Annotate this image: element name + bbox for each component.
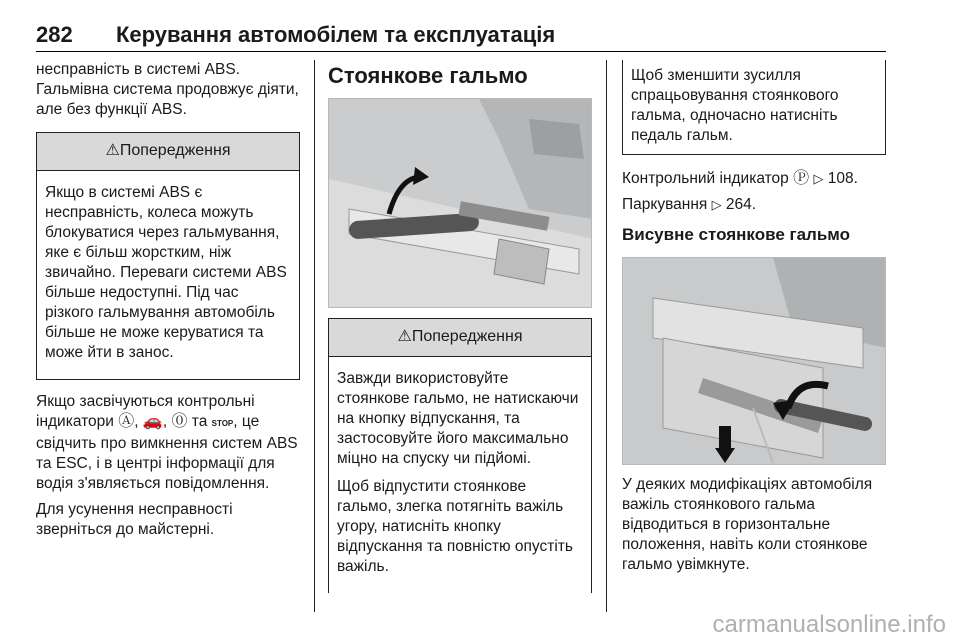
warning-title-text: Попередження xyxy=(411,328,523,345)
warning-text: Якщо в системі ABS є несправність, колеса можуть блокуватися через гальмування, яке є більш жорстким, ніж звичайно. Переваги системи ABS більше недоступні. Під час різкого гальмування автомобіль більше не може керуватися та може йти в занос. xyxy=(45,184,287,361)
warning-title-text: Попередження xyxy=(119,142,231,159)
indicator-reference-label: Контрольний індикатор xyxy=(622,170,789,187)
parking-brake-illustration xyxy=(329,99,592,308)
column-2 xyxy=(328,60,592,593)
brake-indicator-icon: ⓪ xyxy=(171,413,188,430)
retractable-brake-illustration xyxy=(623,258,886,465)
chapter-title: Керування автомобілем та експлуатація xyxy=(116,22,556,47)
indicators-text-and: та xyxy=(191,413,208,430)
intro-text-2: Гальмівна система продовжує діяти, але без функції ABS. xyxy=(36,81,299,118)
parking-reference-page: 264. xyxy=(725,196,757,213)
stop-indicator-icon: STOP xyxy=(211,419,234,428)
service-paragraph: Для усунення несправності зверніться до майстерні. xyxy=(36,501,233,538)
subheading-retractable-brake: Висувне стоянкове гальмо xyxy=(622,225,851,244)
warning-body xyxy=(329,357,591,593)
warning-title xyxy=(37,133,299,171)
indicator-reference-page: 108. xyxy=(827,170,858,187)
esc-indicator-icon: 🚗 xyxy=(142,413,163,430)
warning-icon: ⚠ xyxy=(105,142,120,159)
page-header xyxy=(36,22,886,52)
warning-paragraph-2: Щоб відпустити стоянкове гальмо, злегка потягніть важіль угору, натисніть кнопку відпускання та повністю опустіть важіль. xyxy=(337,478,573,575)
parking-reference-label: Паркування xyxy=(622,196,708,213)
column-3 xyxy=(622,60,886,581)
warning-icon: ⚠ xyxy=(397,328,412,345)
page-number: 282 xyxy=(36,22,73,47)
reference-arrow-icon: ▷ xyxy=(711,197,722,212)
warning-box-parking-brake xyxy=(328,318,592,593)
warning-body xyxy=(37,171,299,379)
section-heading-parking-brake: Стоянкове гальмо xyxy=(328,63,528,88)
indicators-paragraph: Якщо засвічуються контрольні індикатори Ⓐ, 🚗, ⓪ та STOP, це свідчить про вимкнення систем ABS та ESC, і в центрі інформації для водія з'являється повідомлення. xyxy=(36,393,298,492)
column-divider-2 xyxy=(606,60,607,612)
warning-paragraph-1: Завжди використовуйте стоянкове гальмо, не натискаючи на кнопку відпускання, та застосовуйте його максимально міцно на спуску чи підйомі. xyxy=(337,370,579,467)
retractable-brake-photo xyxy=(622,257,886,465)
column-divider-1 xyxy=(314,60,315,612)
indicators-text-end: , це свідчить про вимкнення систем ABS та ESC, і в центрі інформації для водія з'являється повідомлення. xyxy=(36,413,298,492)
parking-indicator-icon: Ⓟ xyxy=(793,170,810,187)
column-1 xyxy=(36,60,300,546)
retractable-brake-paragraph: У деяких модифікаціях автомобіля важіль стоянкового гальма відводиться в горизонтальне положення, навіть коли стоянкове гальмо увімкнуте. xyxy=(622,476,873,573)
warning-continuation-text: Щоб зменшити зусилля спрацьовування стоянкового гальма, одночасно натисніть педаль гальм. xyxy=(631,67,839,144)
watermark-text: carmanualsonline.info xyxy=(712,611,946,638)
warning-title xyxy=(329,319,591,357)
intro-text-1: несправність в системі ABS. xyxy=(36,61,241,78)
reference-arrow-icon: ▷ xyxy=(813,171,824,186)
parking-reference xyxy=(622,195,886,215)
warning-box-continuation xyxy=(622,60,886,155)
indicators-text-start: Якщо засвічуються контрольні індикатори xyxy=(36,393,255,430)
abs-indicator-icon: Ⓐ xyxy=(118,413,135,430)
warning-box-abs xyxy=(36,132,300,380)
indicator-reference xyxy=(622,169,886,189)
parking-brake-photo xyxy=(328,98,592,308)
